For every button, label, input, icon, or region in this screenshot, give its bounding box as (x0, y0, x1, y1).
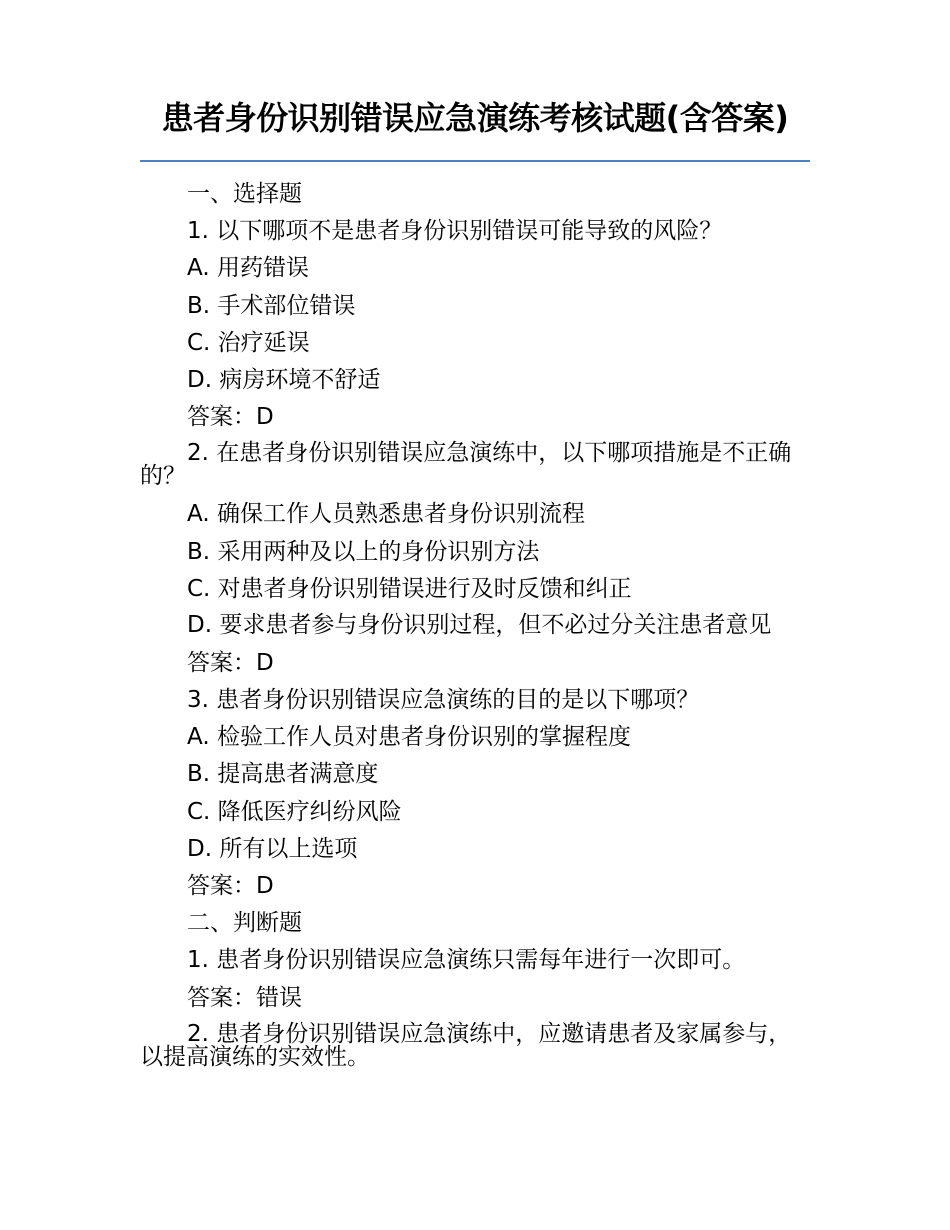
option-text: D. 要求患者参与身份识别过程，但不必过分关注患者意见 (187, 611, 772, 638)
section-heading: 二、判断题 (187, 910, 302, 937)
section-heading: 一、选择题 (187, 181, 302, 207)
option-text: A. 确保工作人员熟悉患者身份识别流程 (187, 501, 585, 528)
document-title: 患者身份识别错误应急演练考核试题(含答案) (161, 99, 789, 137)
option-text: C. 降低医疗纠纷风险 (187, 798, 402, 825)
option-text: C. 对患者身份识别错误进行及时反馈和纠正 (187, 575, 632, 602)
answer-text: 答案：错误 (187, 984, 302, 1011)
answer-text: 答案：D (187, 649, 274, 676)
option-text: A. 检验工作人员对患者身份识别的掌握程度 (187, 724, 631, 751)
option-text: B. 提高患者满意度 (187, 761, 379, 788)
option-text: C. 治疗延误 (187, 329, 310, 356)
document-body (140, 176, 810, 1077)
option-text: B. 手术部位错误 (187, 292, 356, 319)
option-text: D. 所有以上选项 (187, 835, 358, 862)
question-text: 3. 患者身份识别错误应急演练的目的是以下哪项？ (187, 687, 700, 714)
question-text: 2. 在患者身份识别错误应急演练中，以下哪项措施是不正确的？ (140, 440, 792, 490)
question-text: 1. 患者身份识别错误应急演练只需每年进行一次即可。 (187, 947, 746, 974)
option-text: B. 采用两种及以上的身份识别方法 (187, 538, 540, 565)
question-text: 2. 患者身份识别错误应急演练中，应邀请患者及家属参与，以提高演练的实效性。 (140, 1020, 792, 1070)
answer-text: 答案：D (187, 404, 274, 431)
question-text: 1. 以下哪项不是患者身份识别错误可能导致的风险？ (187, 218, 723, 245)
option-text: D. 病房环境不舒适 (187, 366, 381, 393)
answer-text: 答案：D (187, 873, 274, 899)
option-text: A. 用药错误 (187, 255, 309, 282)
title-underline (140, 160, 810, 162)
